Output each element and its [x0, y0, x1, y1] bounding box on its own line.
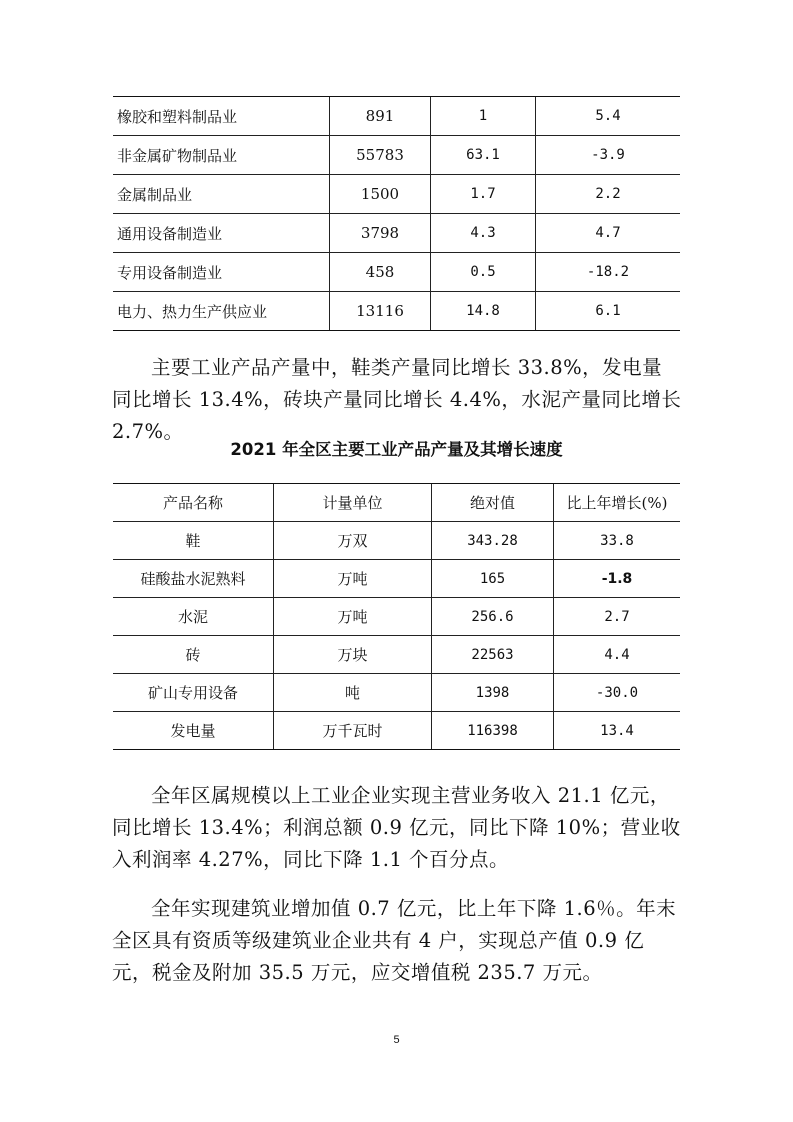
industry-name: 通用设备制造业 — [113, 214, 330, 253]
product-value: 116398 — [432, 712, 554, 750]
table-row — [113, 292, 680, 331]
table-row — [113, 522, 680, 560]
table-row — [113, 253, 680, 292]
product-growth: 2.7 — [554, 598, 681, 636]
table-row — [113, 175, 680, 214]
table-row — [113, 214, 680, 253]
product-name: 水泥 — [113, 598, 274, 636]
product-unit: 万块 — [274, 636, 432, 674]
industry-name: 专用设备制造业 — [113, 253, 330, 292]
table-row — [113, 674, 680, 712]
industry-share: 63.1 — [431, 136, 536, 175]
industry-value: 55783 — [330, 136, 431, 175]
product-name: 鞋 — [113, 522, 274, 560]
product-growth: 4.4 — [554, 636, 681, 674]
industry-name: 橡胶和塑料制品业 — [113, 97, 330, 136]
industry-name: 电力、热力生产供应业 — [113, 292, 330, 331]
product-name: 砖 — [113, 636, 274, 674]
industry-growth: -3.9 — [536, 136, 681, 175]
industry-output-table — [113, 96, 680, 331]
table-header-row — [113, 484, 680, 522]
product-name: 矿山专用设备 — [113, 674, 274, 712]
industry-name: 金属制品业 — [113, 175, 330, 214]
table-row — [113, 560, 680, 598]
table-row — [113, 712, 680, 750]
industry-value: 1500 — [330, 175, 431, 214]
table-row — [113, 97, 680, 136]
industry-share: 4.3 — [431, 214, 536, 253]
paragraph-enterprise-revenue: 全年区属规模以上工业企业实现主营业务收入 21.1 亿元，同比增长 13.4%；利润总额 0.9 亿元，同比下降 10%；营业收入利润率 4.27%，同比下降 1.1 个百分点。 — [112, 784, 681, 871]
header-product-name: 产品名称 — [113, 484, 274, 522]
industry-value: 458 — [330, 253, 431, 292]
industry-name: 非金属矿物制品业 — [113, 136, 330, 175]
table-title: 2021 年全区主要工业产品产量及其增长速度 — [230, 440, 563, 459]
industry-value: 3798 — [330, 214, 431, 253]
product-name: 硅酸盐水泥熟料 — [113, 560, 274, 598]
product-value: 343.28 — [432, 522, 554, 560]
product-unit: 吨 — [274, 674, 432, 712]
product-output-table — [113, 483, 680, 750]
industry-value: 891 — [330, 97, 431, 136]
product-value: 256.6 — [432, 598, 554, 636]
table-row — [113, 598, 680, 636]
product-value: 22563 — [432, 636, 554, 674]
product-name: 发电量 — [113, 712, 274, 750]
product-unit: 万吨 — [274, 560, 432, 598]
product-growth: 13.4 — [554, 712, 681, 750]
header-unit: 计量单位 — [274, 484, 432, 522]
industry-value: 13116 — [330, 292, 431, 331]
product-unit: 万吨 — [274, 598, 432, 636]
page-number: 5 — [393, 1034, 400, 1046]
industry-growth: 4.7 — [536, 214, 681, 253]
table-row — [113, 136, 680, 175]
product-unit: 万双 — [274, 522, 432, 560]
product-value: 165 — [432, 560, 554, 598]
header-absolute-value: 绝对值 — [432, 484, 554, 522]
industry-share: 14.8 — [431, 292, 536, 331]
industry-share: 1 — [431, 97, 536, 136]
product-growth: 33.8 — [554, 522, 681, 560]
industry-growth: 2.2 — [536, 175, 681, 214]
industry-growth: 5.4 — [536, 97, 681, 136]
industry-share: 0.5 — [431, 253, 536, 292]
industry-growth: 6.1 — [536, 292, 681, 331]
table-row — [113, 636, 680, 674]
header-growth: 比上年增长(%) — [554, 484, 681, 522]
industry-growth: -18.2 — [536, 253, 681, 292]
paragraph-construction: 全年实现建筑业增加值 0.7 亿元，比上年下降 1.6％。年末全区具有资质等级建筑业企业共有 4 户，实现总产值 0.9 亿元，税金及附加 35.5 万元，应交增值税 235.7 万元。 — [112, 897, 677, 984]
industry-share: 1.7 — [431, 175, 536, 214]
product-unit: 万千瓦时 — [274, 712, 432, 750]
product-value: 1398 — [432, 674, 554, 712]
product-growth: -30.0 — [554, 674, 681, 712]
paragraph-product-output: 主要工业产品产量中，鞋类产量同比增长 33.8%，发电量同比增长 13.4%，砖块产量同比增长 4.4%，水泥产量同比增长 2.7%。 — [112, 356, 682, 443]
product-growth: -1.8 — [554, 560, 681, 598]
